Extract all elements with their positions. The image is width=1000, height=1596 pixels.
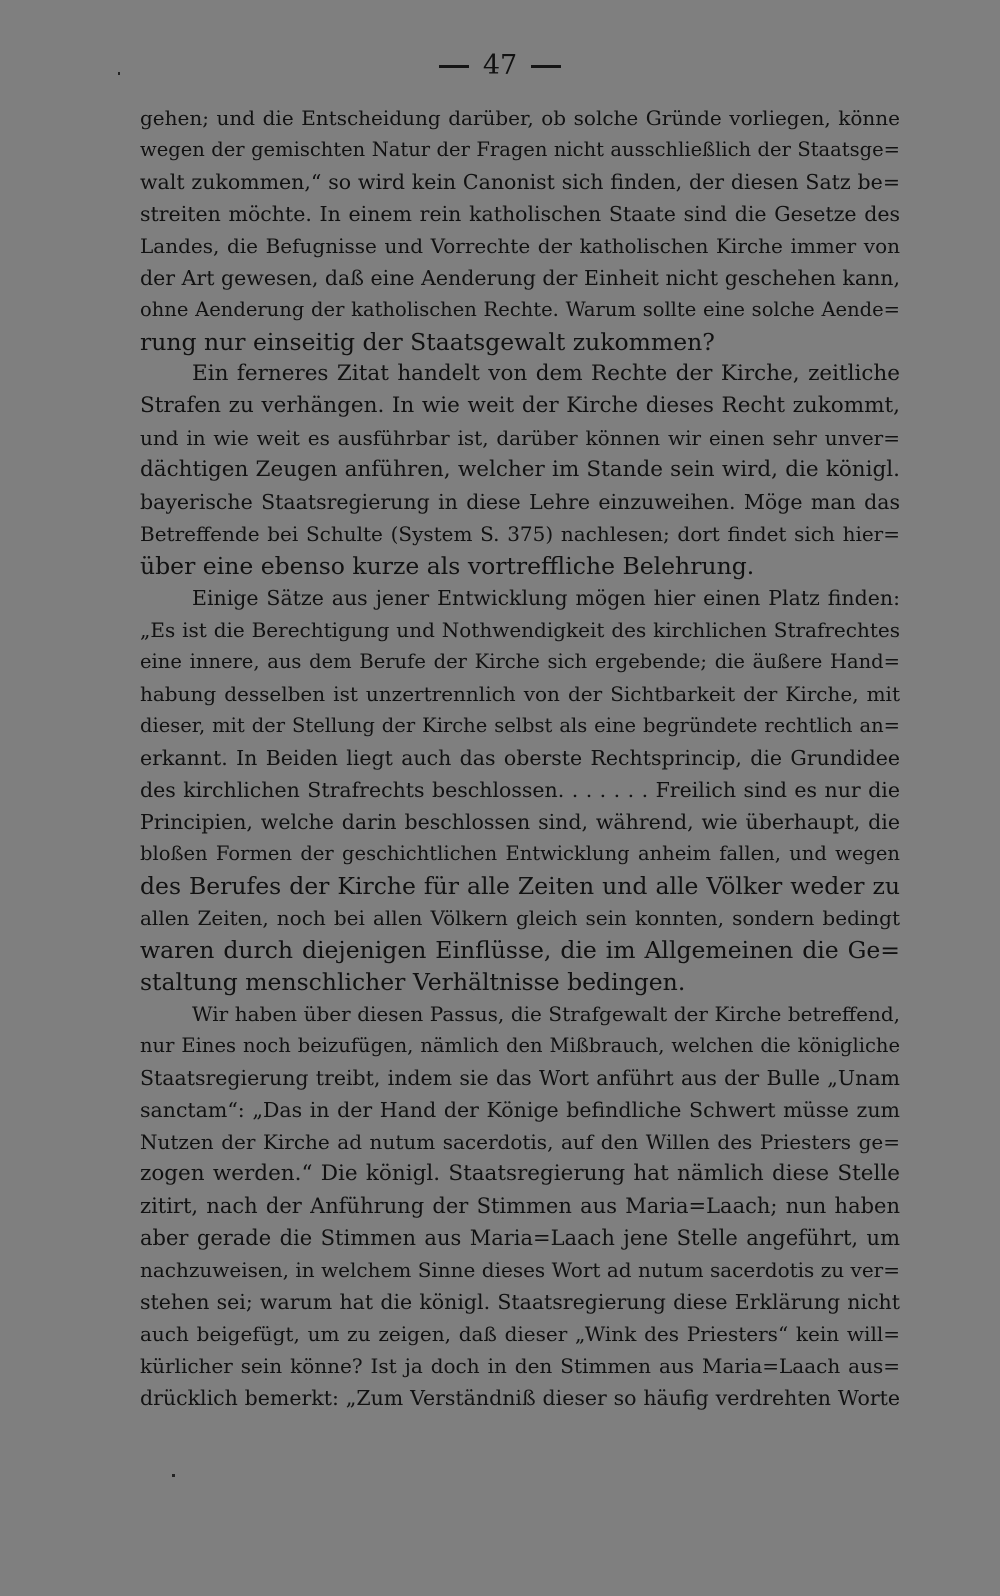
text-line: stehen sei; warum hat die königl. Staatsregierung diese Erklärung nicht [140,1290,900,1314]
text-line: Ein ferneres Zitat handelt von dem Rechte der Kirche, zeitliche [192,361,900,386]
text-line: rung nur einseitig der Staatsgewalt zukommen? [140,328,715,356]
body-text [140,102,900,1414]
text-line: Nutzen der Kirche ad nutum sacerdotis, auf den Willen des Priesters ge= [140,1130,900,1154]
text-line: Principien, welche darin beschlossen sind, während, wie überhaupt, die [140,810,900,834]
text-line: waren durch diejenigen Einflüsse, die im Allgemeinen die Ge= [140,936,900,964]
header-dash-left [439,65,469,68]
text-line: habung desselben ist unzertrennlich von der Sichtbarkeit der Kirche, mit [140,682,900,706]
text-line: zogen werden.“ Die königl. Staatsregierung hat nämlich diese Stelle [140,1161,900,1186]
page-header [0,46,1000,86]
scan-speck [118,72,120,75]
text-line: zitirt, nach der Anführung der Stimmen aus Maria=Laach; nun haben [140,1194,900,1218]
text-line: allen Zeiten, noch bei allen Völkern gleich sein konnten, sondern bedingt [140,906,900,930]
text-line: wegen der gemischten Natur der Fragen nicht ausschließlich der Staatsge= [140,138,900,161]
text-line: des kirchlichen Strafrechts beschlossen. . . . . . . Freilich sind es nur die [140,778,900,802]
text-line: erkannt. In Beiden liegt auch das oberste Rechtsprincip, die Grundidee [140,746,900,770]
text-line: „Es ist die Berechtigung und Nothwendigkeit des kirchlichen Strafrechtes [140,618,900,642]
text-line: nachzuweisen, in welchem Sinne dieses Wort ad nutum sacerdotis zu ver= [140,1258,900,1282]
text-line: und in wie weit es ausführbar ist, darüber können wir einen sehr unver= [140,426,900,450]
text-line: dächtigen Zeugen anführen, welcher im Stande sein wird, die königl. [140,457,900,482]
text-line: Landes, die Befugnisse und Vorrechte der katholischen Kirche immer von [140,234,900,258]
text-line: drücklich bemerkt: „Zum Verständniß dieser so häufig verdrehten Worte [140,1386,900,1410]
text-line: Strafen zu verhängen. In wie weit der Kirche dieses Recht zukommt, [140,393,900,418]
text-line: der Art gewesen, daß eine Aenderung der Einheit nicht geschehen kann, [140,266,900,290]
text-line: bayerische Staatsregierung in diese Lehre einzuweihen. Möge man das [140,490,900,514]
text-line: sanctam“: „Das in der Hand der Könige befindliche Schwert müsse zum [140,1098,900,1122]
text-line: des Berufes der Kirche für alle Zeiten und alle Völker weder zu [140,872,900,900]
page-number: 47 [482,50,518,81]
text-line: Einige Sätze aus jener Entwicklung mögen hier einen Platz finden: [192,586,900,610]
text-line: staltung menschlicher Verhältnisse bedingen. [140,968,686,996]
text-line: auch beigefügt, um zu zeigen, daß dieser „Wink des Priesters“ kein will= [140,1322,900,1346]
text-line: über eine ebenso kurze als vortreffliche Belehrung. [140,552,755,580]
text-line: Betreffende bei Schulte (System S. 375) nachlesen; dort findet sich hier= [140,522,900,546]
text-line: streiten möchte. In einem rein katholischen Staate sind die Gesetze des [140,202,900,226]
text-line: ohne Aenderung der katholischen Rechte. Warum sollte eine solche Aende= [140,298,900,321]
text-line: Wir haben über diesen Passus, die Strafgewalt der Kirche betreffend, [192,1002,900,1026]
text-line: walt zukommen,“ so wird kein Canonist sich finden, der diesen Satz be= [140,170,900,194]
text-line: nur Eines noch beizufügen, nämlich den Mißbrauch, welchen die königliche [140,1034,900,1057]
scan-speck [172,1474,175,1477]
header-dash-right [531,65,561,68]
text-line: kürlicher sein könne? Ist ja doch in den Stimmen aus Maria=Laach aus= [140,1354,900,1378]
text-line: Staatsregierung treibt, indem sie das Wort anführt aus der Bulle „Unam [140,1066,900,1090]
text-line: gehen; und die Entscheidung darüber, ob solche Gründe vorliegen, könne [140,106,900,130]
text-line: dieser, mit der Stellung der Kirche selbst als eine begründete rechtlich an= [140,714,900,737]
text-line: bloßen Formen der geschichtlichen Entwicklung anheim fallen, und wegen [140,842,900,865]
text-line: eine innere, aus dem Berufe der Kirche sich ergebende; die äußere Hand= [140,650,900,673]
text-line: aber gerade die Stimmen aus Maria=Laach jene Stelle angeführt, um [140,1226,900,1250]
